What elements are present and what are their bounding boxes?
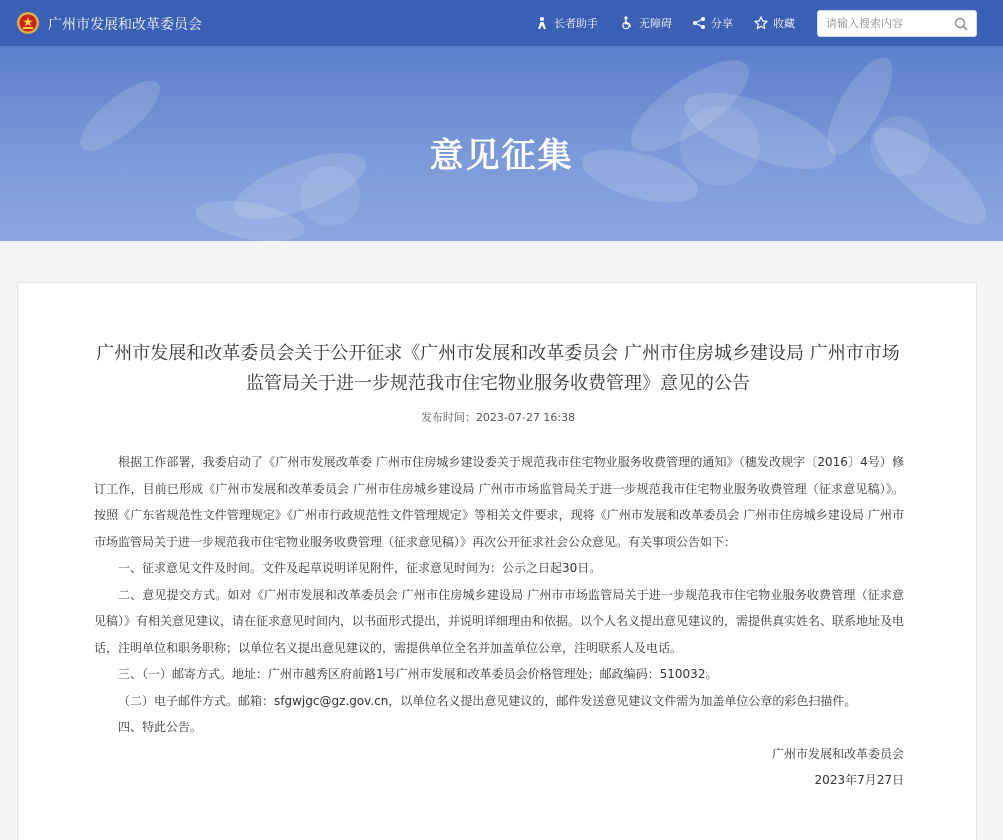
accessibility-label: 无障碍 xyxy=(639,17,672,30)
article-body xyxy=(94,449,904,794)
paragraph: 根据工作部署，我委启动了《广州市发展改革委 广州市住房城乡建设委关于规范我市住宅物业服务收费管理的通知》（穗发改规字〔2016〕4号）修订工作，目前已形成《广州市发展和改革委员会 广州市住房城乡建设局 广州市市场监管局关于进一步规范我市住宅物业服务收费管理（征求意见稿）》。按照《广东省规范性文件管理规定》《广州市行政规范性文件管理规定》等相关文件要求，现将《广州市发展和改革委员会 广州市住房城乡建设局 广州市市场监管局关于进一步规范我市住宅物业服务收费管理（征求意见稿）》再次公开征求社会公众意见。有关事项公告如下： xyxy=(94,455,904,549)
publish-time-label: 发布时间： xyxy=(420,411,476,424)
search-box xyxy=(817,10,977,37)
publish-time-value: 2023-07-27 16:38 xyxy=(475,411,576,424)
signature: 广州市发展和改革委员会 xyxy=(771,746,904,761)
paragraph: 三、（一）邮寄方式。地址：广州市越秀区府前路1号广州市发展和改革委员会价格管理处；邮政编码：510032。 xyxy=(118,667,718,681)
top-bar xyxy=(0,0,1003,46)
favorite-label: 收藏 xyxy=(773,17,795,30)
search-input[interactable] xyxy=(826,15,951,32)
share-icon xyxy=(692,16,706,30)
signature-date: 2023年7月27日 xyxy=(814,773,904,787)
accessibility-button[interactable] xyxy=(620,15,672,31)
paragraph: 二、意见提交方式。如对《广州市发展和改革委员会 广州市住房城乡建设局 广州市市场监管局关于进一步规范我市住宅物业服务收费管理（征求意见稿）》有相关意见建议，请在征求意见时间内，以书面形式提出，并说明详细理由和依据。以个人名义提出意见建议的，需提供真实姓名、联系地址及电话，注明单位和职务职称；以单位名义提出意见建议的，需提供单位全名并加盖单位公章，注明联系人及电话。 xyxy=(94,587,905,655)
site-title[interactable]: 广州市发展和改革委员会 xyxy=(48,17,202,33)
paragraph: 四、特此公告。 xyxy=(118,720,203,734)
banner-title: 意见征集 xyxy=(429,136,574,176)
star-icon xyxy=(754,16,768,30)
elder-assist-button[interactable] xyxy=(535,15,598,31)
paragraph: （二）电子邮件方式。邮箱：sfgwjgc@gz.gov.cn，以单位名义提出意见建议的，邮件发送意见建议文件需为加盖单位公章的彩色扫描件。 xyxy=(118,693,857,708)
search-icon[interactable] xyxy=(954,17,968,31)
accessibility-icon xyxy=(620,16,634,30)
national-emblem-icon xyxy=(16,11,40,35)
page-banner xyxy=(0,46,1003,241)
favorite-button[interactable] xyxy=(754,15,795,31)
publish-time xyxy=(18,409,978,425)
elder-assist-label: 长者助手 xyxy=(554,17,598,30)
elder-assist-icon xyxy=(535,16,549,30)
paragraph: 一、征求意见文件及时间。文件及起草说明详见附件，征求意见时间为：公示之日起30日。 xyxy=(118,561,602,575)
article-title: 广州市发展和改革委员会关于公开征求《广州市发展和改革委员会 广州市住房城乡建设局 广州市市场监管局关于进一步规范我市住宅物业服务收费管理》意见的公告 xyxy=(96,343,900,394)
share-button[interactable] xyxy=(692,15,733,31)
share-label: 分享 xyxy=(711,17,733,30)
article-card xyxy=(17,282,977,840)
